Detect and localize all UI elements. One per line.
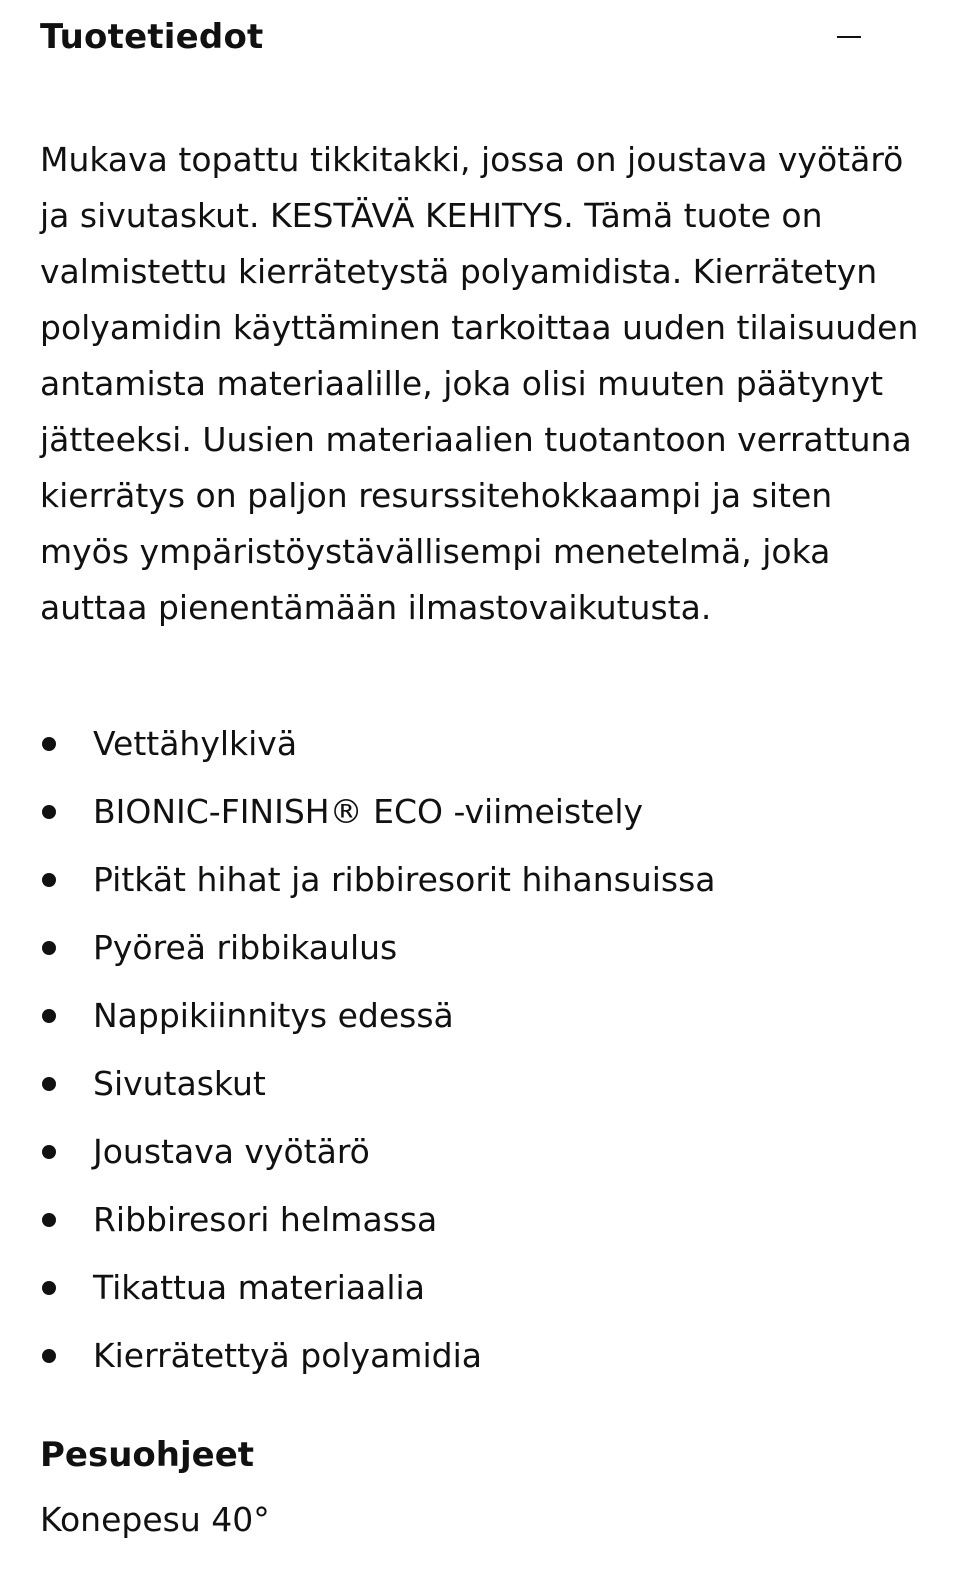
bullet-icon <box>42 1009 56 1023</box>
bullet-icon <box>42 1213 56 1227</box>
bullet-icon <box>42 1145 56 1159</box>
list-item-label: Kierrätettyä polyamidia <box>93 1336 482 1375</box>
care-title: Pesuohjeet <box>40 1435 255 1475</box>
list-item-label: Pitkät hihat ja ribbiresorit hihansuissa <box>93 860 716 899</box>
list-item <box>40 914 920 982</box>
care-instructions: Konepesu 40° <box>40 1500 270 1539</box>
list-item <box>40 1254 920 1322</box>
bullet-icon <box>42 1349 56 1363</box>
bullet-icon <box>42 1077 56 1091</box>
bullet-icon <box>42 1281 56 1295</box>
minus-icon[interactable] <box>830 16 874 60</box>
product-description <box>40 132 920 636</box>
list-item <box>40 778 920 846</box>
list-item-label: Vettähylkivä <box>93 724 298 763</box>
description-text: Mukava topattu tikkitakki, jossa on joustava vyötärö ja sivutaskut. KESTÄVÄ KEHITYS. Tämä tuote on valmistettu kierrätetystä polyamidista. Kierrätetyn polyamidin käyttäminen tarkoittaa uuden tilaisuuden antamista materiaalille, joka olisi muuten päätynyt jätteeksi. Uusien materiaalien tuotantoon verrattuna kierrätys on paljon resurssitehokkaampi ja siten myös ympäristöystävällisempi menetelmä, joka auttaa pienentämään ilmastovaikutusta. <box>40 140 919 627</box>
section-title: Tuotetiedot <box>40 17 264 57</box>
bullet-icon <box>42 805 56 819</box>
bullet-icon <box>42 941 56 955</box>
list-item <box>40 710 920 778</box>
list-item <box>40 846 920 914</box>
list-item-label: BIONIC-FINISH® ECO -viimeistely <box>93 792 644 831</box>
list-item <box>40 1322 920 1390</box>
feature-list <box>40 710 920 1390</box>
list-item-label: Ribbiresori helmassa <box>93 1200 438 1239</box>
list-item-label: Tikattua materiaalia <box>93 1268 425 1307</box>
list-item <box>40 1050 920 1118</box>
bullet-icon <box>42 873 56 887</box>
list-item <box>40 1118 920 1186</box>
list-item-label: Pyöreä ribbikaulus <box>93 928 398 967</box>
list-item-label: Nappikiinnitys edessä <box>93 996 454 1035</box>
list-item-label: Sivutaskut <box>93 1064 266 1103</box>
list-item <box>40 1186 920 1254</box>
list-item-label: Joustava vyötärö <box>93 1132 370 1171</box>
bullet-icon <box>42 737 56 751</box>
list-item <box>40 982 920 1050</box>
product-info-header[interactable] <box>0 0 960 80</box>
